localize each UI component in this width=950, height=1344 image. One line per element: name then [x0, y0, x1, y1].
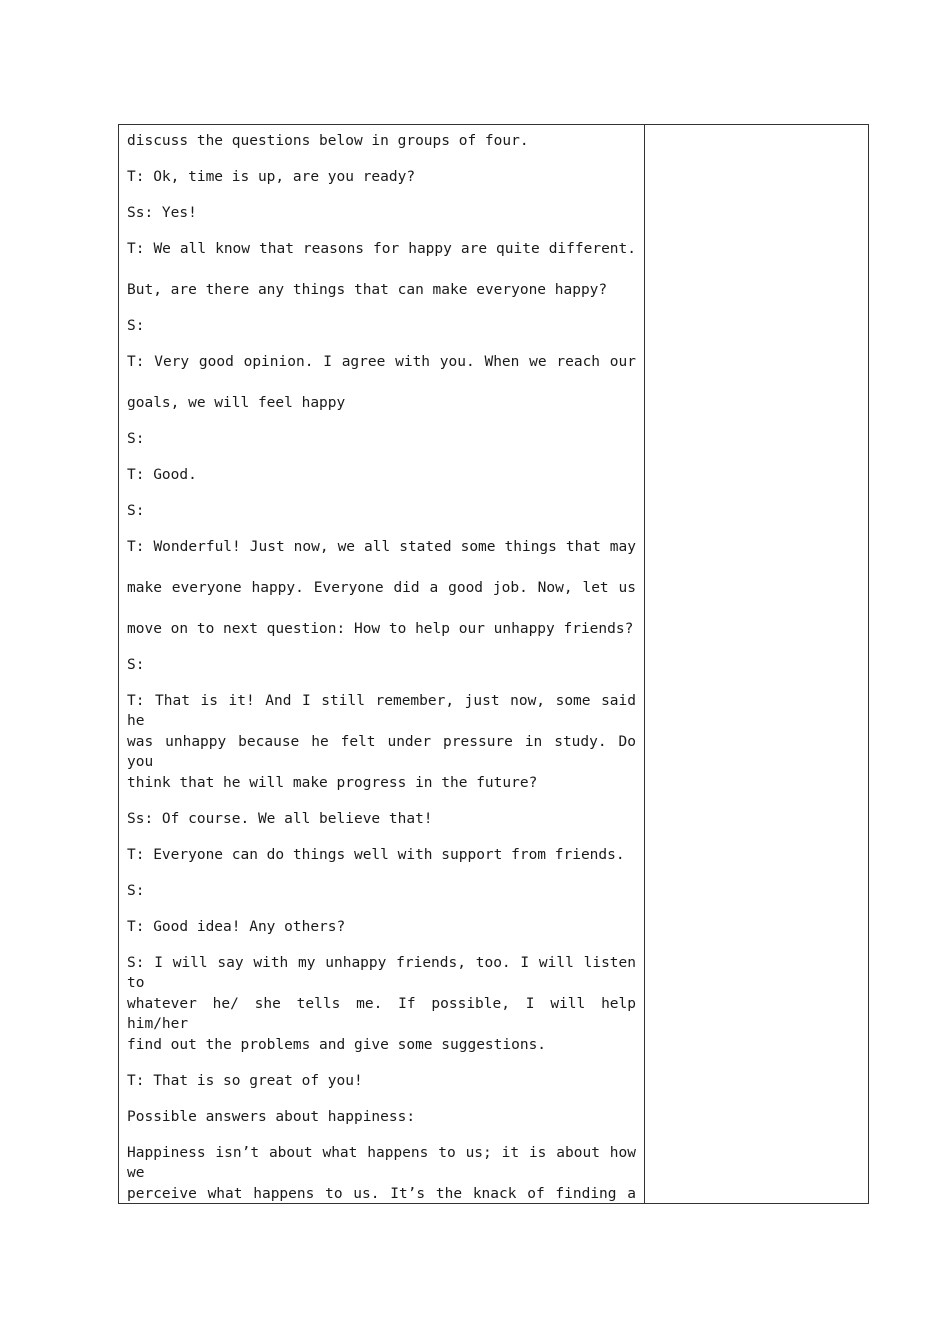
- text-line: T: We all know that reasons for happy are quite different.: [127, 241, 636, 257]
- text-line: T: Ok, time is up, are you ready?: [127, 169, 416, 185]
- text-line: T: Wonderful! Just now, we all stated some things that may: [127, 539, 636, 555]
- text-line: Ss: Yes!: [127, 205, 197, 221]
- lesson-content-cell: [119, 125, 645, 1203]
- text-line: S:: [127, 318, 145, 334]
- text-line: T: Very good opinion. I agree with you. When we reach our: [127, 354, 636, 370]
- text-line: think that he will make progress in the future?: [127, 775, 538, 791]
- text-line: find out the problems and give some suggestions.: [127, 1037, 547, 1053]
- text-line: was unhappy because he felt under pressure in study. Do you: [127, 734, 636, 770]
- text-line: move on to next question: How to help our unhappy friends?: [127, 621, 634, 637]
- text-line: S:: [127, 503, 145, 519]
- text-line: S:: [127, 657, 145, 673]
- text-line: S: I will say with my unhappy friends, too. I will listen to: [127, 955, 636, 991]
- text-line: S:: [127, 431, 145, 447]
- text-line: whatever he/ she tells me. If possible, I will help him/her: [127, 996, 636, 1032]
- text-line: T: Good.: [127, 467, 197, 483]
- text-line: But, are there any things that can make everyone happy?: [127, 282, 608, 298]
- text-line: T: Everyone can do things well with support from friends.: [127, 847, 625, 863]
- text-line: make everyone happy. Everyone did a good job. Now, let us: [127, 580, 636, 596]
- text-line: T: That is it! And I still remember, just now, some said he: [127, 693, 636, 729]
- text-line: discuss the questions below in groups of four.: [127, 133, 529, 149]
- text-line: perceive what happens to us. It’s the knack of finding a: [127, 1186, 636, 1202]
- text-line: S:: [127, 883, 145, 899]
- lesson-table: [118, 124, 869, 1204]
- text-line: T: That is so great of you!: [127, 1073, 363, 1089]
- text-line: Happiness isn’t about what happens to us; it is about how we: [127, 1145, 636, 1181]
- text-line: goals, we will feel happy: [127, 395, 346, 411]
- text-line: T: Good idea! Any others?: [127, 919, 346, 935]
- text-line: Ss: Of course. We all believe that!: [127, 811, 433, 827]
- text-line: Possible answers about happiness:: [127, 1109, 416, 1125]
- notes-cell: [645, 125, 868, 1203]
